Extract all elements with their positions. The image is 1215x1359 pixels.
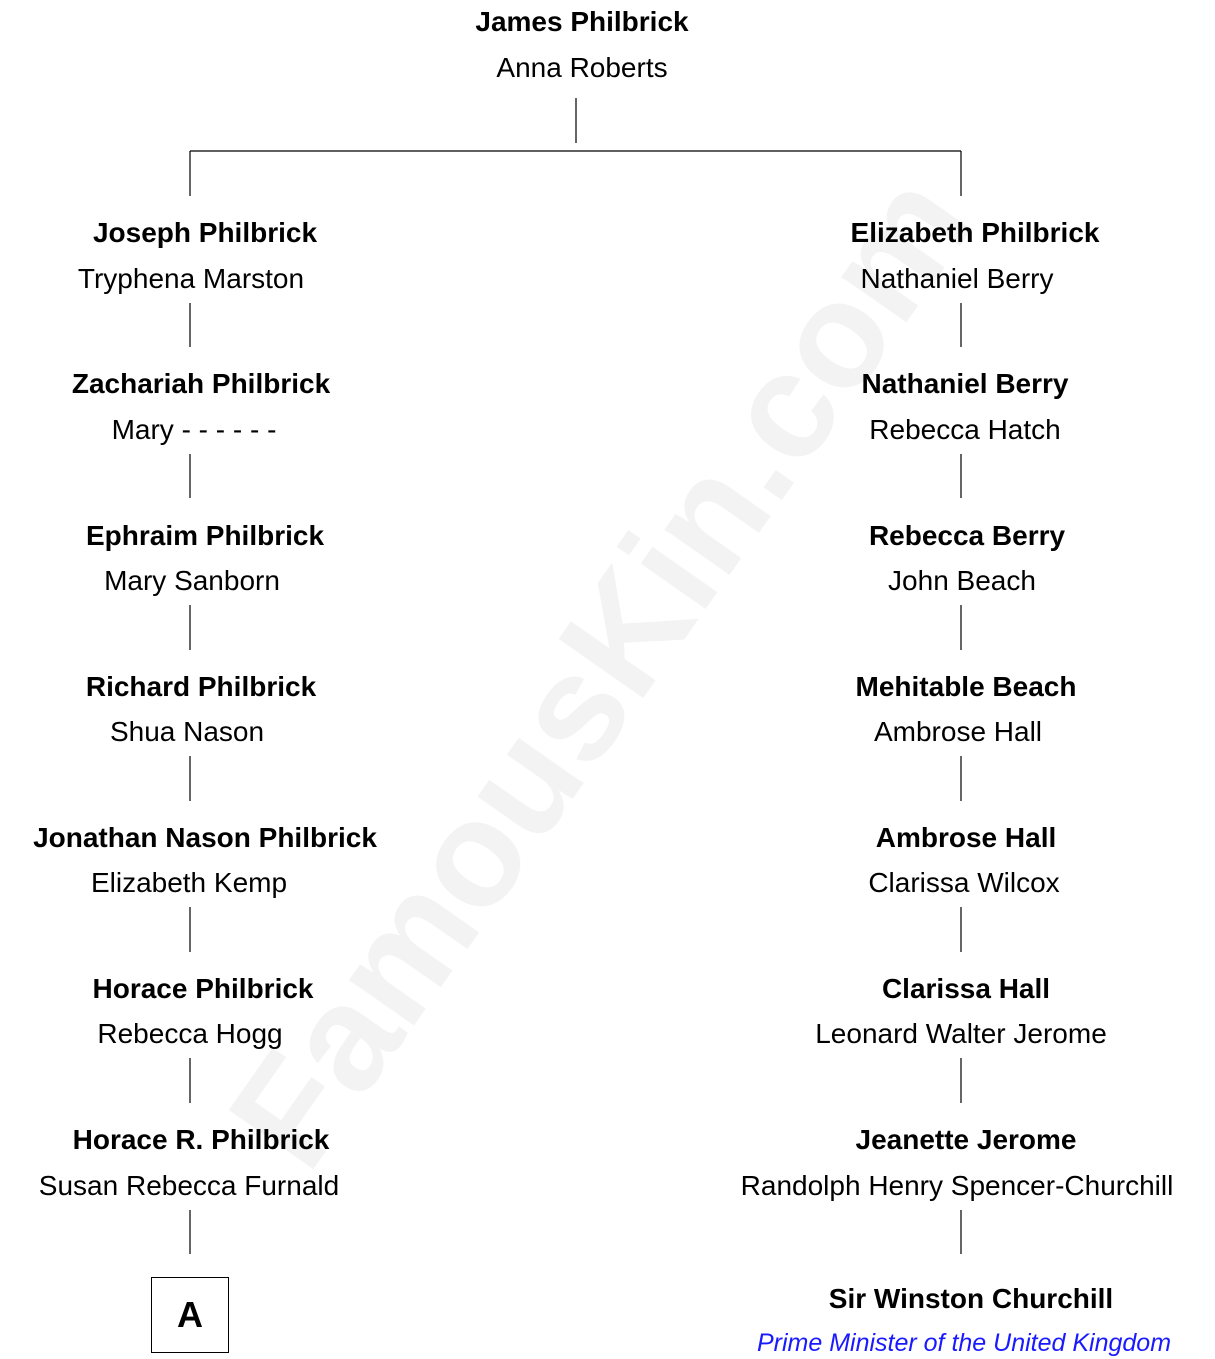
right-person: Ambrose Hall (875, 822, 1057, 853)
left-spouse: Mary Sanborn (104, 565, 280, 596)
left-person: Joseph Philbrick (92, 217, 318, 248)
right-spouse: Randolph Henry Spencer-Churchill (740, 1170, 1174, 1201)
right-person: Mehitable Beach (855, 671, 1077, 702)
left-spouse: Rebecca Hogg (97, 1018, 283, 1049)
terminal-person: Sir Winston Churchill (828, 1283, 1114, 1314)
left-spouse: Shua Nason (109, 716, 265, 747)
continuation-box-a (151, 1277, 229, 1353)
left-person: Horace R. Philbrick (72, 1124, 330, 1155)
right-person: Rebecca Berry (868, 520, 1066, 551)
right-spouse: Clarissa Wilcox (868, 867, 1060, 898)
left-person: Horace Philbrick (92, 973, 314, 1004)
left-spouse: Susan Rebecca Furnald (38, 1170, 340, 1201)
left-spouse: Tryphena Marston (77, 263, 305, 294)
left-spouse: Mary - - - - - - (111, 414, 277, 445)
left-spouse: Elizabeth Kemp (90, 867, 288, 898)
right-person: Clarissa Hall (881, 973, 1051, 1004)
right-spouse: Rebecca Hatch (869, 414, 1061, 445)
right-person: Elizabeth Philbrick (850, 217, 1100, 248)
right-spouse: John Beach (888, 565, 1036, 596)
root-person: James Philbrick (475, 6, 689, 37)
right-person: Jeanette Jerome (855, 1124, 1077, 1155)
right-spouse: Nathaniel Berry (860, 263, 1054, 294)
continuation-label: A (177, 1294, 203, 1335)
right-spouse: Leonard Walter Jerome (815, 1018, 1107, 1049)
right-spouse: Ambrose Hall (873, 716, 1043, 747)
left-person: Zachariah Philbrick (71, 368, 331, 399)
left-person: Jonathan Nason Philbrick (33, 822, 377, 853)
left-person: Ephraim Philbrick (85, 520, 325, 551)
left-person: Richard Philbrick (85, 671, 317, 702)
terminal-title: Prime Minister of the United Kingdom (756, 1329, 1172, 1357)
right-person: Nathaniel Berry (861, 368, 1069, 399)
root-spouse: Anna Roberts (496, 52, 668, 83)
